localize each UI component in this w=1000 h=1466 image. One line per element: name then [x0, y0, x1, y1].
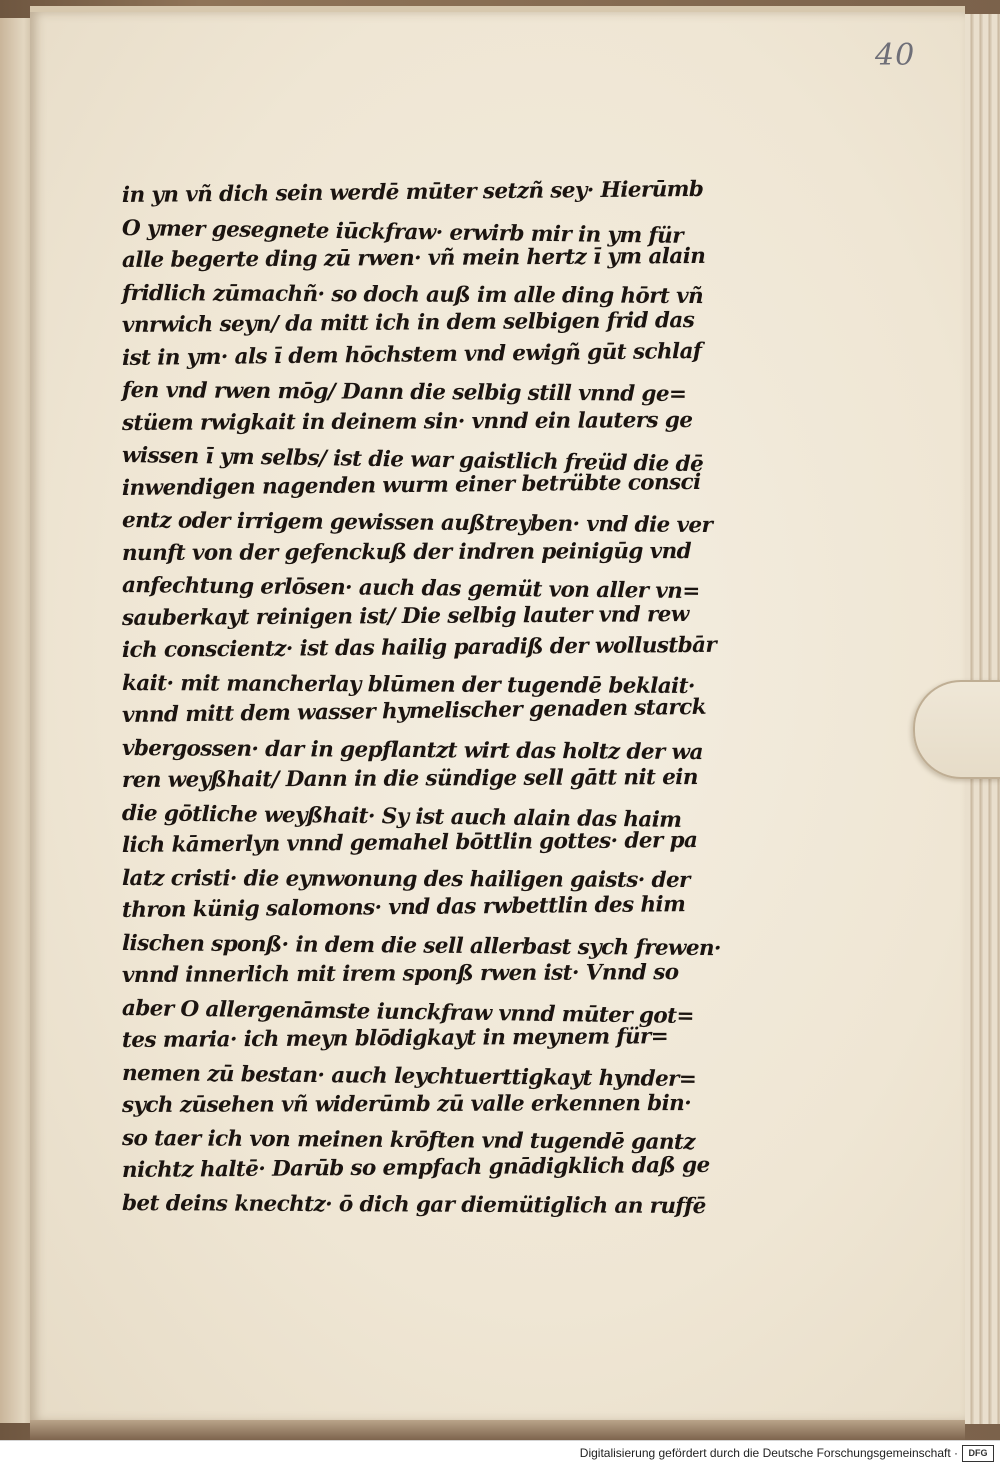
text-line: entz oder irrigem gewissen außtreyben· vnd die ver [121, 508, 713, 539]
text-line: stüem rwigkait in deinem sin· vnnd ein lauters ge [121, 407, 693, 436]
text-line: sych zūsehen vñ widerūmb zū valle erkennen bin· [121, 1091, 692, 1118]
text-line: die gōtliche weyßhait· Sy ist auch alain das haim [121, 800, 682, 833]
text-line: ich conscientz· ist das hailig paradiß der wollustbār [121, 632, 717, 663]
folio-number: 40 [875, 38, 916, 73]
text-line: aber O allergenāmste iunckfraw vnnd mūter got= [121, 995, 695, 1029]
text-line: nemen zū bestan· auch leychtuerttigkayt hynder= [121, 1060, 697, 1092]
text-line: ren weyßhait/ Dann in die sündige sell gātt nit ein [121, 764, 698, 793]
page-bottom-edge [30, 1420, 965, 1440]
text-line: sauberkayt reinigen ist/ Die selbig lauter vnd rew [121, 601, 689, 631]
text-line: nichtz haltē· Darūb so empfach gnādigklich daß ge [121, 1152, 710, 1183]
text-line: lischen sponß· in dem die sell allerbast sych frewen· [121, 930, 721, 961]
text-line: vbergossen· dar in gepflantzt wirt das holtz der wa [121, 735, 703, 765]
text-line: fridlich zūmachñ· so doch auß im alle ding hōrt vñ [121, 280, 704, 309]
text-line: fen vnd rwen mōg/ Dann die selbig still vnnd ge= [121, 378, 687, 407]
text-line: kait· mit mancherlay blūmen der tugendē beklait· [121, 670, 695, 699]
text-line: wissen ī ym selbs/ ist die war gaistlich freüd die dē [121, 443, 704, 478]
text-line: vnrwich seyn/ da mitt ich in dem selbigen frid das [121, 308, 695, 338]
text-line: bet deins knechtz· ō dich gar diemütiglich an ruffē [121, 1190, 706, 1219]
footer-bar [0, 1440, 1000, 1466]
text-line: thron künig salomons· vnd das rwbettlin des him [121, 892, 686, 923]
text-line: latz cristi· die eynwonung des hailigen gaists· der [121, 865, 690, 893]
text-line: nunft von der gefenckuß der indren peinigūg vnd [121, 538, 692, 566]
text-line: alle begerte ding zū rwen· vñ mein hertz ī ym alain [121, 243, 706, 273]
text-line: vnnd innerlich mit irem sponß rwen ist· Vnnd so [121, 960, 679, 988]
text-line: in yn vñ dich sein werdē mūter setzñ sey· Hierūmb [121, 176, 704, 208]
funding-credit: Digitalisierung gefördert durch die Deutsche Forschungsgemeinschaft · [579, 1446, 958, 1460]
text-line: ist in ym· als ī dem hōchstem vnd ewigñ gūt schlaf [121, 338, 702, 371]
text-line: so taer ich von meinen krōften vnd tugendē gantz [121, 1125, 695, 1155]
text-block [121, 176, 747, 1220]
text-line: inwendigen nagenden wurm einer betrübte consci [121, 469, 701, 501]
dfg-logo: DFG [962, 1445, 994, 1462]
text-line: lich kāmerlyn vnnd gemahel bōttlin gottes· der pa [121, 827, 698, 858]
bookmark-tab [913, 680, 1000, 779]
text-line: anfechtung erlōsen· auch das gemüt von aller vn= [121, 573, 700, 605]
text-line: O ymer gesegnete iūckfraw· erwirb mir in ym für [121, 215, 684, 249]
text-line: vnnd mitt dem wasser hymelischer genaden starck [121, 694, 707, 728]
text-line: tes maria· ich meyn blōdigkayt in meynem für= [121, 1024, 669, 1053]
